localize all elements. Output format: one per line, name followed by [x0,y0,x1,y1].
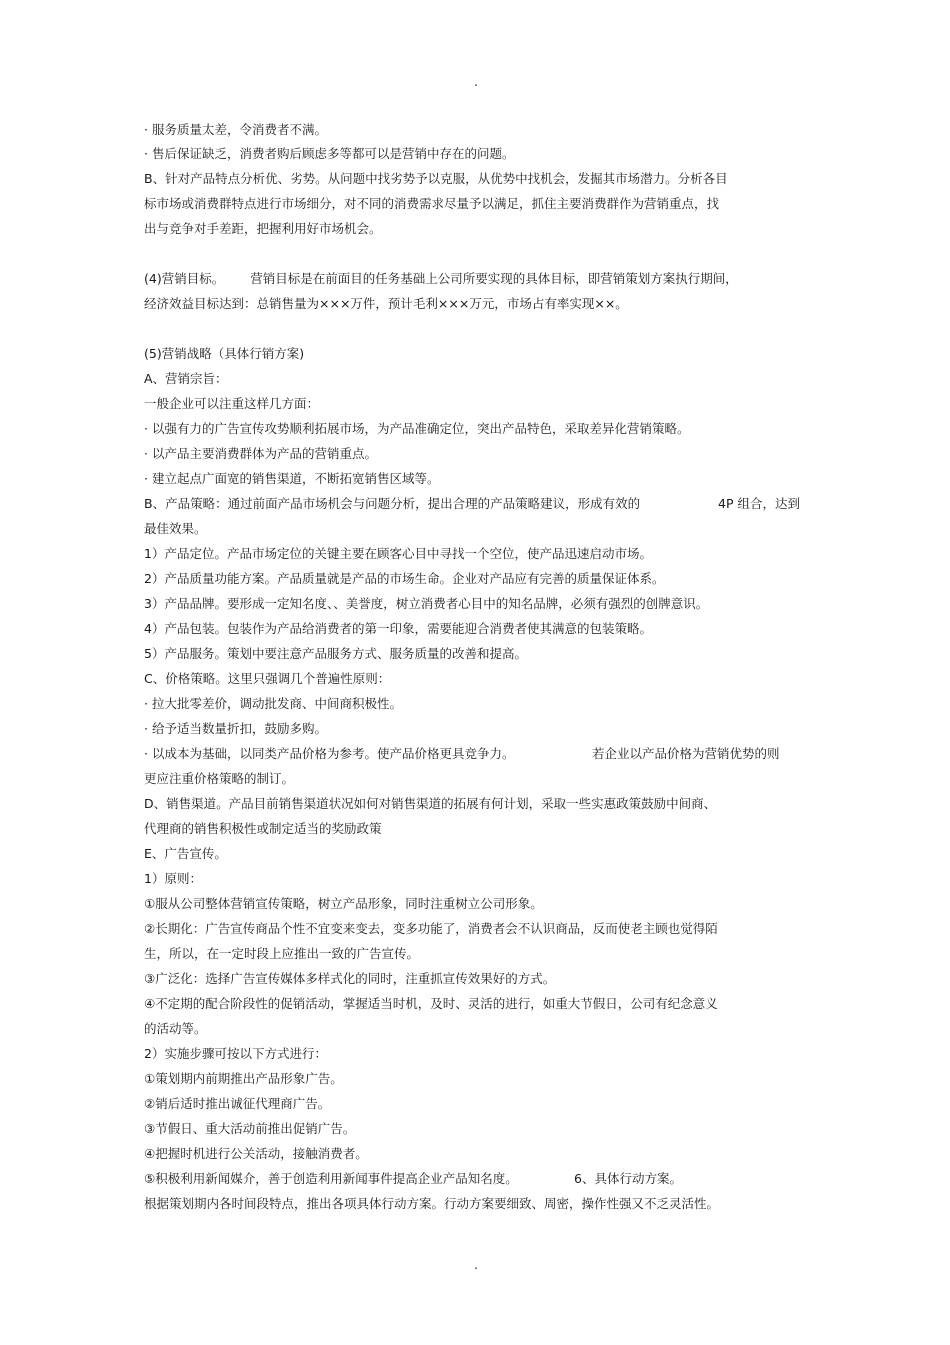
text-line: B、针对产品特点分析优、劣势。从问题中找劣势予以克服，从优势中找机会，发掘其市场潜力。分析各目 [144,171,728,186]
text-line: 代理商的销售积极性或制定适当的奖励政策 [144,821,382,836]
text-line: ④把握时机进行公关活动，接触消费者。 [144,1146,368,1161]
text-line: 5）产品服务。策划中要注意产品服务方式、服务质量的改善和提高。 [144,646,527,661]
text-line: D、销售渠道。产品目前销售渠道状况如何对销售渠道的拓展有何计划，采取一些实惠政策鼓励中间商、 [144,796,717,811]
text-line: · 以成本为基础，以同类产品价格为参考。使产品价格更具竞争力。 [144,746,515,761]
text-line: ③广泛化：选择广告宣传媒体多样式化的同时，注重抓宣传效果好的方式。 [144,971,556,986]
text-line: 1）产品定位。产品市场定位的关键主要在顾客心目中寻找一个空位，使产品迅速启动市场。 [144,546,652,561]
text-line: 标市场或消费群特点进行市场细分，对不同的消费需求尽量予以满足，抓住主要消费群作为营销重点，找 [144,196,720,211]
text-line: ②销后适时推出诚征代理商广告。 [144,1096,331,1111]
text-line: ⑤积极利用新闻媒介，善于创造利用新闻事件提高企业产品知名度。 [144,1171,518,1186]
header-mark: . [474,75,478,89]
text-line: ①服从公司整体营销宣传策略，树立产品形象，同时注重树立公司形象。 [144,896,543,911]
text-line: 4）产品包装。包装作为产品给消费者的第一印象，需要能迎合消费者使其满意的包装策略。 [144,621,652,636]
text-line: 根据策划期内各时间段特点，推出各项具体行动方案。行动方案要细致、周密，操作性强又不乏灵活性。 [144,1196,720,1211]
text-line: · 建立起点广面宽的销售渠道，不断拓宽销售区域等。 [144,471,440,486]
text-line: C、价格策略。这里只强调几个普遍性原则： [144,671,391,686]
text-line: 更应注重价格策略的制订。 [144,771,295,786]
text-segment: 6、具体行动方案。 [574,1171,682,1186]
text-segment: 若企业以产品价格为营销优势的则 [592,746,780,761]
text-segment: 4P 组合，达到 [718,496,800,511]
text-line: ①策划期内前期推出产品形象广告。 [144,1071,343,1086]
section-heading: (5)营销战略（具体行销方案) [144,346,305,361]
text-line: 的活动等。 [144,1021,207,1036]
text-line: B、产品策略：通过前面产品市场机会与问题分析，提出合理的产品策略建议，形成有效的 [144,496,641,511]
text-line: · 以强有力的广告宣传攻势顺利拓展市场，为产品准确定位，突出产品特色，采取差异化营销策略。 [144,421,690,436]
text-line: 经济效益目标达到：总销售量为×××万件，预计毛利×××万元，市场占有率实现××。 [144,296,628,311]
text-line: · 服务质量太差，令消费者不满。 [144,122,327,137]
text-line: · 售后保证缺乏，消费者购后顾虑多等都可以是营销中存在的问题。 [144,146,515,161]
footer-mark: . [474,1258,478,1272]
text-line: ③节假日、重大活动前推出促销广告。 [144,1121,356,1136]
text-line: 3）产品品牌。要形成一定知名度、、美誉度，树立消费者心目中的知名品牌，必须有强烈的创牌意识。 [144,596,709,611]
text-line: 出与竞争对手差距，把握利用好市场机会。 [144,221,382,236]
section-heading: (4)营销目标。 [144,271,225,286]
text-line: ④不定期的配合阶段性的促销活动，掌握适当时机，及时、灵活的进行，如重大节假日，公司有纪念意义 [144,996,718,1011]
text-line: 2）产品质量功能方案。产品质量就是产品的市场生命。企业对产品应有完善的质量保证体系。 [144,571,665,586]
text-line: 1）原则： [144,871,202,886]
text-line: · 拉大批零差价，调动批发商、中间商积极性。 [144,696,402,711]
text-line: E、广告宣传。 [144,846,227,861]
text-line: A、营销宗旨： [144,371,228,386]
text-line: 一般企业可以注重这样几方面： [144,396,320,411]
text-line: 生，所以，在一定时段上应推出一致的广告宣传。 [144,946,420,961]
text-segment: 营销目标是在前面目的任务基础上公司所要实现的具体目标，即营销策划方案执行期间， [250,271,738,286]
text-line: 2）实施步骤可按以下方式进行： [144,1046,327,1061]
text-line: ②长期化：广告宣传商品个性不宜变来变去，变多功能了，消费者会不认识商品，反而使老主顾也觉得陌 [144,921,718,936]
text-line: · 以产品主要消费群体为产品的营销重点。 [144,446,377,461]
text-line [144,271,738,287]
text-line: 最佳效果。 [144,521,207,536]
text-line: · 给予适当数量折扣，鼓励多购。 [144,721,327,736]
